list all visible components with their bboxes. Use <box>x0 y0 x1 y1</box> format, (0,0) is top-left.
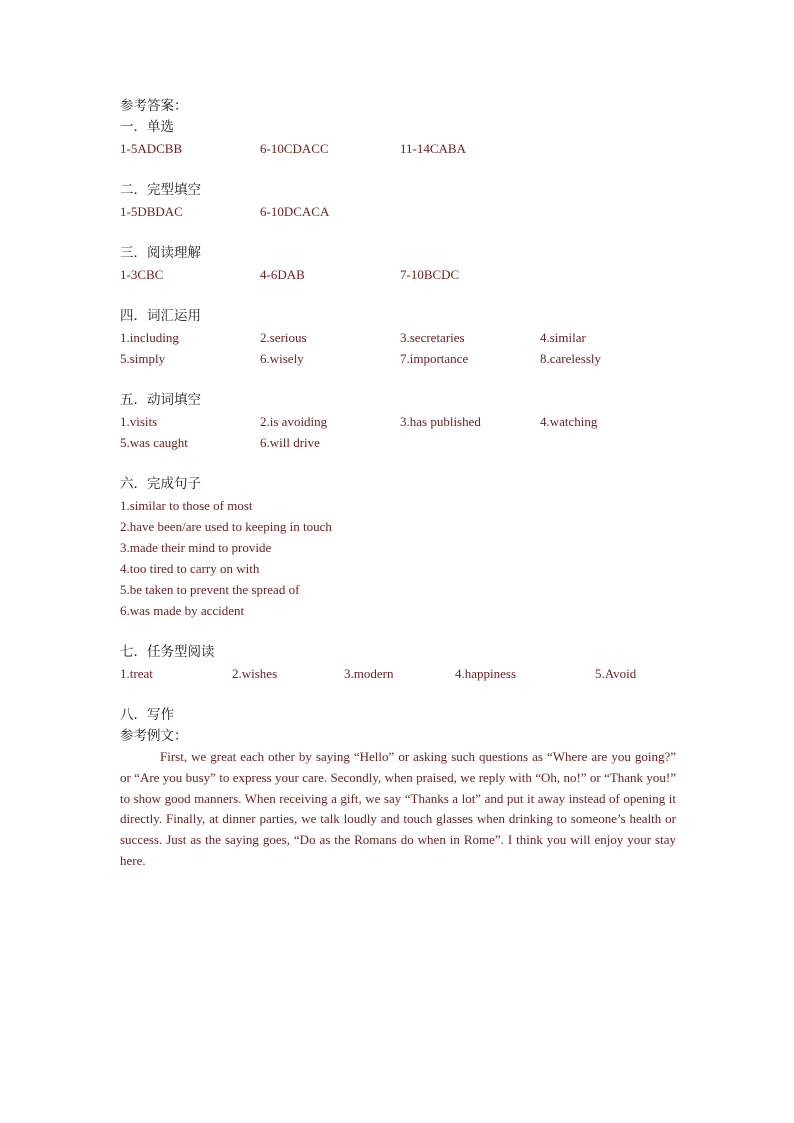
answer-row <box>120 327 676 348</box>
answer-cell: 5.simply <box>120 351 166 366</box>
answer-cell: 1.visits <box>120 414 158 429</box>
answer-cell: 1.including <box>120 330 179 345</box>
answer-row <box>120 411 676 432</box>
sentence-answer: 2.have been/are used to keeping in touch <box>120 519 332 534</box>
answer-row <box>120 264 676 285</box>
answer-cell: 2.is avoiding <box>260 414 328 429</box>
section-title-cloze: 二．完型填空 <box>120 182 201 198</box>
spacer <box>120 684 676 705</box>
sample-essay: First, we great each other by saying “Hello” or asking such questions as “Where are you going?” or “Are you busy” to express your care. Secondly, when praised, we reply with “Oh, no!” or “Thank you!” to show good manners. When receiving a gift, we say “Thanks a lot” and put it away instead of opening it directly. Finally, at dinner parties, we talk loudly and touch glasses when drinking to someone’s health or success. Just as the saying goes, “Do as the Romans do when in Rome”. I think you will enjoy your stay here. <box>120 749 676 868</box>
answer-cell: 5.Avoid <box>595 666 637 681</box>
answer-cell: 6.wisely <box>260 351 304 366</box>
spacer <box>120 621 676 642</box>
answer-cell: 6-10DCACA <box>260 204 330 219</box>
spacer <box>120 453 676 474</box>
section-title-single-choice: 一．单选 <box>120 119 174 135</box>
section-title-verb-fill: 五．动词填空 <box>120 392 201 408</box>
section-title-writing: 八．写作 <box>120 707 174 723</box>
page-heading: 参考答案： <box>120 98 188 114</box>
spacer <box>120 369 676 390</box>
answer-cell: 1-3CBC <box>120 267 164 282</box>
answer-cell: 1-5ADCBB <box>120 141 183 156</box>
sentence-answer: 4.too tired to carry on with <box>120 561 260 576</box>
answer-cell: 6.will drive <box>260 435 320 450</box>
spacer <box>120 159 676 180</box>
sentence-answer: 5.be taken to prevent the spread of <box>120 582 300 597</box>
sentence-answer: 3.made their mind to provide <box>120 540 272 555</box>
answer-cell: 3.has published <box>400 414 481 429</box>
answer-cell: 8.carelessly <box>540 351 602 366</box>
section-title-complete-sentences: 六．完成句子 <box>120 476 201 492</box>
answer-cell: 3.secretaries <box>400 330 465 345</box>
answer-cell: 6-10CDACC <box>260 141 329 156</box>
answer-cell: 4.happiness <box>455 666 517 681</box>
spacer <box>120 222 676 243</box>
answer-row <box>120 663 676 684</box>
answer-cell: 11-14CABA <box>400 141 466 156</box>
answer-row <box>120 348 676 369</box>
section-title-task-reading: 七．任务型阅读 <box>120 644 215 660</box>
answer-row <box>120 432 676 453</box>
spacer <box>120 285 676 306</box>
sample-essay-label: 参考例文： <box>120 728 188 744</box>
answer-cell: 3.modern <box>344 666 394 681</box>
section-title-reading: 三．阅读理解 <box>120 245 201 261</box>
answer-cell: 1-5DBDAC <box>120 204 183 219</box>
answer-row <box>120 201 676 222</box>
section-title-vocabulary: 四．词汇运用 <box>120 308 201 324</box>
sentence-answer: 1.similar to those of most <box>120 498 253 513</box>
answer-row <box>120 138 676 159</box>
answer-cell: 7-10BCDC <box>400 267 460 282</box>
answer-key-page <box>120 96 676 872</box>
answer-cell: 4-6DAB <box>260 267 305 282</box>
answer-cell: 7.importance <box>400 351 469 366</box>
answer-cell: 5.was caught <box>120 435 188 450</box>
answer-cell: 2.wishes <box>232 666 278 681</box>
answer-cell: 4.similar <box>540 330 586 345</box>
answer-cell: 1.treat <box>120 666 153 681</box>
answer-cell: 2.serious <box>260 330 307 345</box>
answer-cell: 4.watching <box>540 414 598 429</box>
sentence-answer: 6.was made by accident <box>120 603 245 618</box>
